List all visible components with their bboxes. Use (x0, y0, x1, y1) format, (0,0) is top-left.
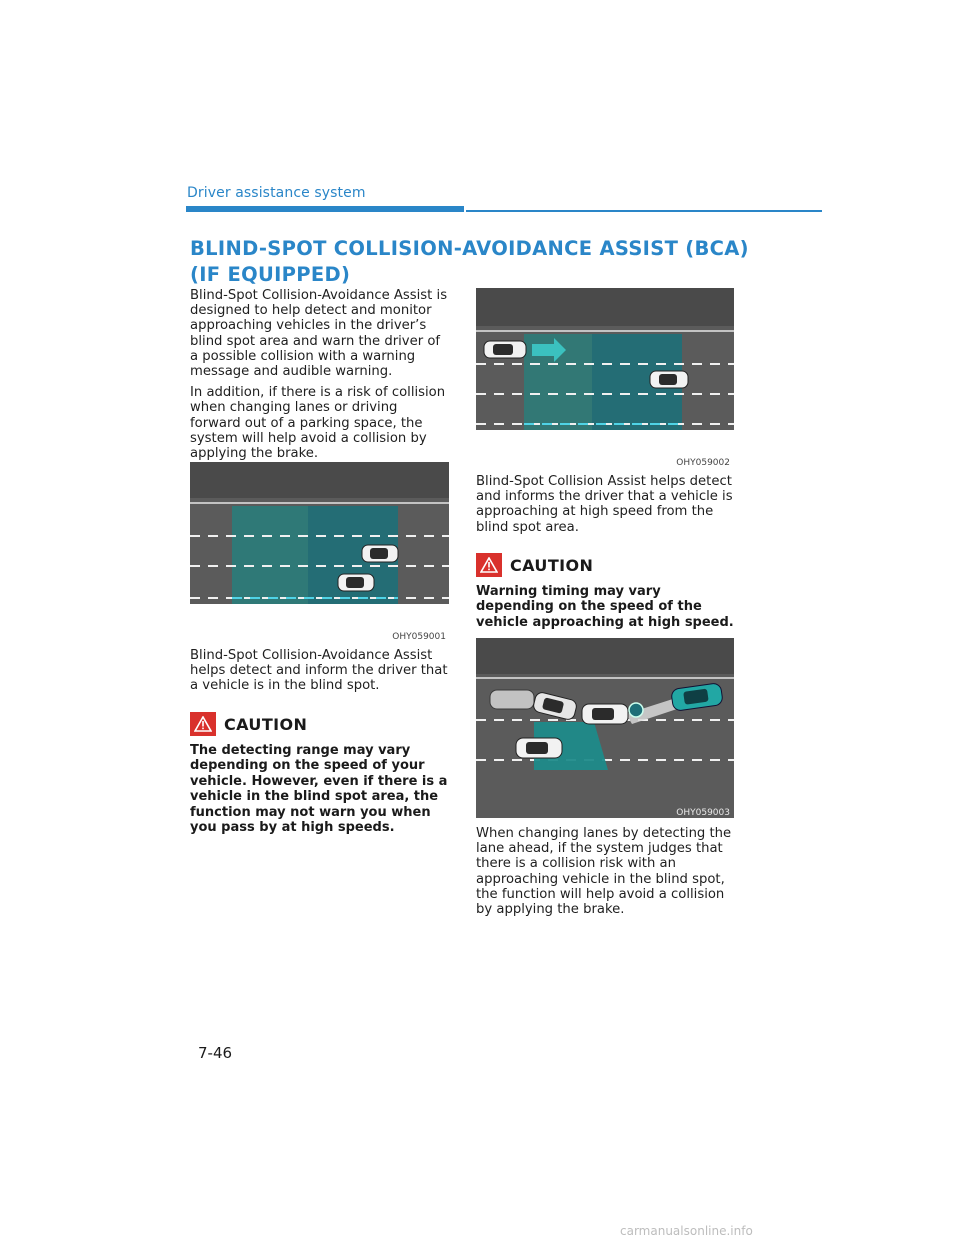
car-ego (362, 545, 398, 562)
figure-caption: Blind-Spot Collision Assist helps detect and informs the driver that a vehicle is approaching at high speed from the blind spot area. (476, 474, 733, 535)
intro-paragraph: Blind-Spot Collision-Avoidance Assist is designed to help detect and monitor approaching vehicles in the driver’s blind spot area and warn the driver of a possible collision with a warning message and audible warning. (190, 288, 448, 380)
warning-triangle-icon (476, 553, 502, 577)
intro-paragraph: In addition, if there is a risk of collision when changing lanes or driving forward out of a parking space, the system will help avoid a collision by applying the brake. (190, 385, 446, 462)
caution-label: CAUTION (510, 555, 594, 575)
warning-triangle-icon (190, 712, 216, 736)
figure-code: OHY059001 (392, 632, 446, 642)
car-blind-spot (516, 738, 562, 758)
figure-illustration (476, 288, 734, 430)
caution-heading (476, 553, 738, 577)
figure-blind-spot-detection (190, 462, 449, 604)
caution-heading (190, 712, 452, 736)
car-blind-spot (338, 574, 374, 591)
car-ego (582, 704, 628, 724)
caution-text: Warning timing may vary depending on the speed of the vehicle approaching at high speed. (476, 584, 734, 630)
page-number: 7-46 (198, 1044, 233, 1062)
figure-code: OHY059002 (676, 458, 730, 468)
header-rule (466, 210, 822, 212)
car-brake-ghost-1 (490, 690, 534, 709)
caution-text: The detecting range may vary depending on the speed of your vehicle. However, even if there is a vehicle in the blind spot area, the function may not warn you when you pass by at high speeds. (190, 743, 448, 836)
figure-caption: Blind-Spot Collision-Avoidance Assist helps detect and inform the driver that a vehicle is in the blind spot. (190, 648, 448, 694)
figure-code: OHY059003 (676, 808, 730, 818)
section-label: Driver assistance system (187, 185, 366, 201)
car-ego (650, 371, 688, 388)
figure-illustration (190, 462, 449, 604)
header-rule-accent (186, 206, 464, 212)
sensor-icon (629, 703, 643, 717)
caution-box (476, 553, 738, 630)
figure-high-speed-approach (476, 288, 734, 430)
intro-text (190, 288, 452, 461)
car-approaching (484, 341, 526, 358)
figure-illustration (476, 638, 734, 818)
figure-lane-change-braking (476, 638, 734, 818)
page-title: BLIND-SPOT COLLISION-AVOIDANCE ASSIST (BCA) (IF EQUIPPED) (190, 237, 749, 286)
watermark: carmanualsonline.info (620, 1224, 753, 1238)
caution-label: CAUTION (224, 714, 308, 734)
caution-box (190, 712, 452, 835)
figure-caption: When changing lanes by detecting the lane ahead, if the system judges that there is a collision risk with an approaching vehicle in the blind spot, the function will help avoid a collision by applying the brake. (476, 826, 732, 918)
